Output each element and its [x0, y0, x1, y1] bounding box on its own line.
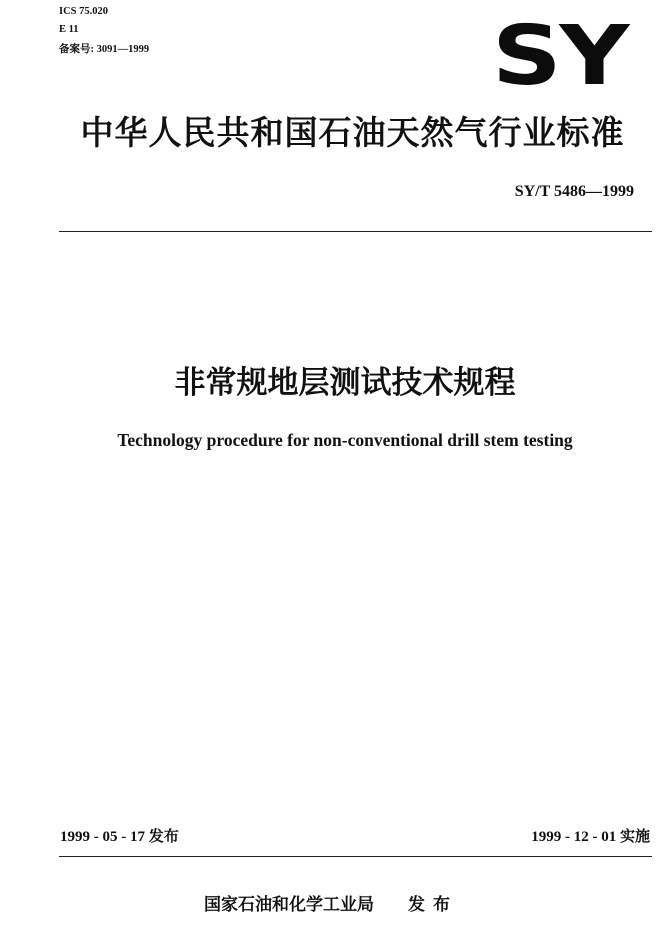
footer-divider: [59, 856, 652, 857]
ics-code: ICS 75.020: [59, 6, 109, 17]
implementation-date: 1999 - 12 - 01 实施: [531, 829, 650, 845]
classification-code: E 11: [59, 24, 79, 35]
publisher-line: [0, 893, 662, 917]
standard-number: SY/T 5486—1999: [514, 183, 634, 200]
header-divider: [59, 231, 652, 232]
document-title-english: Technology procedure for non-conventional drill stem testing: [117, 430, 573, 450]
record-number: 备案号: 3091—1999: [59, 44, 150, 55]
sy-logo: SY: [492, 9, 628, 104]
publisher-organization: 国家石油和化学工业局: [204, 895, 374, 915]
release-date: 1999 - 05 - 17 发布: [60, 829, 179, 845]
publisher-action: 发布: [408, 895, 458, 915]
issuer-title: 中华人民共和国石油天然气行业标准: [80, 113, 625, 152]
document-title-chinese: 非常规地层测试技术规程: [174, 365, 516, 401]
